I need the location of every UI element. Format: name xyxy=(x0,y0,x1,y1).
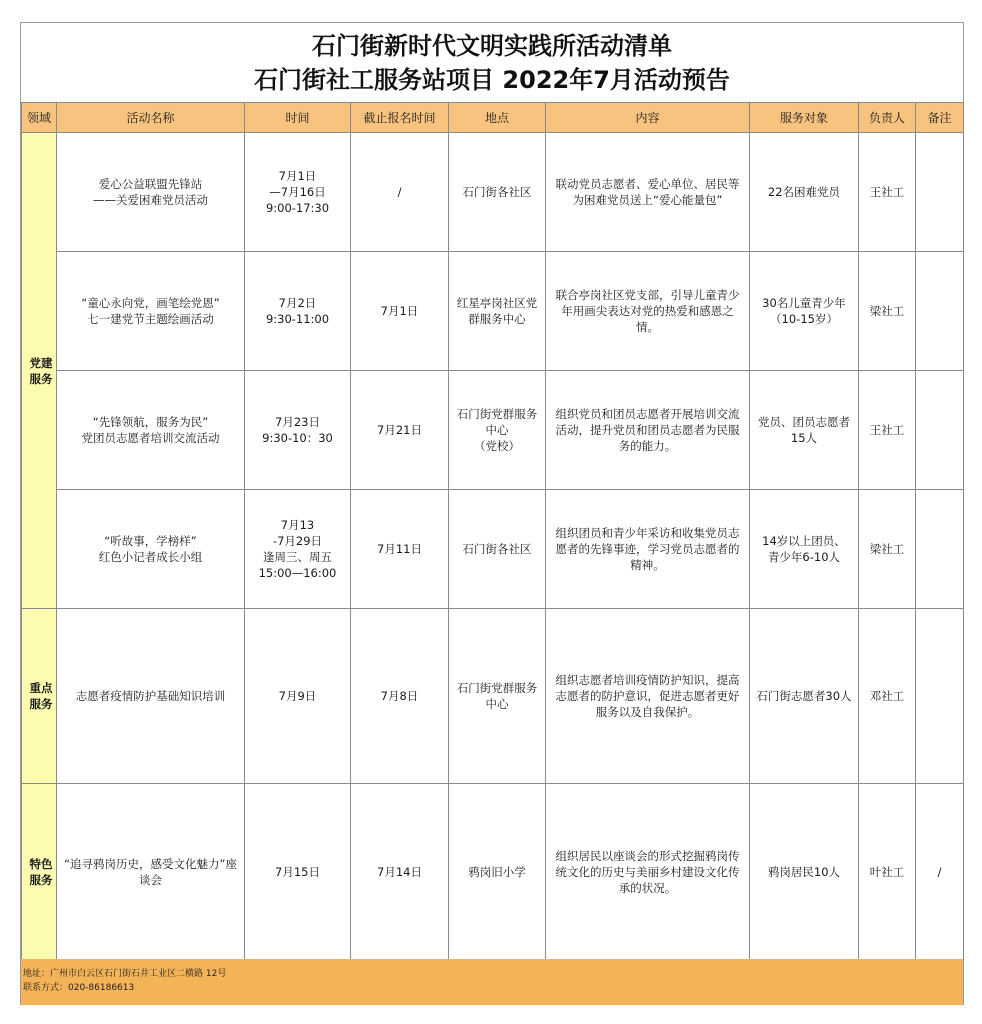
activity-note xyxy=(916,133,964,252)
activity-target: 党员、团员志愿者15人 xyxy=(750,371,859,490)
header-owner: 负责人 xyxy=(859,103,916,133)
activity-time: 7月15日 xyxy=(245,784,351,960)
header-note: 备注 xyxy=(916,103,964,133)
footer xyxy=(21,959,963,1005)
domain-key: 重点服务 xyxy=(22,609,57,784)
activity-table xyxy=(21,102,964,960)
activity-place: 鸦岗旧小学 xyxy=(449,784,546,960)
activity-sheet xyxy=(20,22,964,1005)
header-place: 地点 xyxy=(449,103,546,133)
activity-deadline: 7月11日 xyxy=(351,490,449,609)
domain-party: 党建服务 xyxy=(22,133,57,609)
activity-place: 红星亭岗社区党群服务中心 xyxy=(449,252,546,371)
activity-place: 石门街各社区 xyxy=(449,133,546,252)
activity-content: 联合亭岗社区党支部，引导儿童青少年用画尖表达对党的热爱和感恩之情。 xyxy=(546,252,750,371)
activity-content: 组织居民以座谈会的形式挖掘鸦岗传统文化的历史与美丽乡村建设文化传承的状况。 xyxy=(546,784,750,960)
activity-name: “追寻鸦岗历史，感受文化魅力”座谈会 xyxy=(57,784,245,960)
activity-note xyxy=(916,609,964,784)
activity-deadline: 7月21日 xyxy=(351,371,449,490)
activity-content: 联动党员志愿者、爱心单位、居民等为困难党员送上“爱心能量包” xyxy=(546,133,750,252)
activity-name: “听故事，学榜样” 红色小记者成长小组 xyxy=(57,490,245,609)
activity-note: / xyxy=(916,784,964,960)
activity-name: 爱心公益联盟先锋站 ——关爱困难党员活动 xyxy=(57,133,245,252)
header-deadline: 截止报名时间 xyxy=(351,103,449,133)
activity-target: 石门街志愿者30人 xyxy=(750,609,859,784)
activity-place: 石门街党群服务中心 xyxy=(449,609,546,784)
title-sub: 石门街社工服务站项目 2022年7月活动预告 xyxy=(254,66,730,94)
table-row xyxy=(22,371,964,490)
activity-name: “童心永向党，画笔绘党恩” 七一建党节主题绘画活动 xyxy=(57,252,245,371)
header-target: 服务对象 xyxy=(750,103,859,133)
activity-target: 鸦岗居民10人 xyxy=(750,784,859,960)
domain-feature: 特色服务 xyxy=(22,784,57,960)
activity-deadline: 7月1日 xyxy=(351,252,449,371)
footer-address: 地址：广州市白云区石门街石井工业区二横路 12号 xyxy=(23,969,227,979)
activity-owner: 王社工 xyxy=(859,371,916,490)
activity-owner: 梁社工 xyxy=(859,490,916,609)
activity-name: “先锋领航，服务为民” 党团员志愿者培训交流活动 xyxy=(57,371,245,490)
activity-deadline: 7月8日 xyxy=(351,609,449,784)
title-block xyxy=(21,23,963,101)
title-main: 石门街新时代文明实践所活动清单 xyxy=(312,32,672,60)
activity-time: 7月9日 xyxy=(245,609,351,784)
header-row xyxy=(22,103,964,133)
activity-content: 组织团员和青少年采访和收集党员志愿者的先锋事迹，学习党员志愿者的精神。 xyxy=(546,490,750,609)
activity-content: 组织志愿者培训疫情防护知识，提高志愿者的防护意识，促进志愿者更好服务以及自我保护。 xyxy=(546,609,750,784)
activity-target: 14岁以上团员、 青少年6-10人 xyxy=(750,490,859,609)
activity-note xyxy=(916,371,964,490)
activity-owner: 叶社工 xyxy=(859,784,916,960)
table-row xyxy=(22,133,964,252)
activity-content: 组织党员和团员志愿者开展培训交流活动，提升党员和团员志愿者为民服务的能力。 xyxy=(546,371,750,490)
table-row xyxy=(22,784,964,960)
header-content: 内容 xyxy=(546,103,750,133)
header-time: 时间 xyxy=(245,103,351,133)
activity-note xyxy=(916,490,964,609)
activity-place: 石门街各社区 xyxy=(449,490,546,609)
footer-contact: 联系方式：020-86186613 xyxy=(23,983,135,993)
activity-owner: 邓社工 xyxy=(859,609,916,784)
activity-target: 30名儿童青少年 （10-15岁） xyxy=(750,252,859,371)
activity-time: 7月13 -7月29日 逢周三、周五 15:00—16:00 xyxy=(245,490,351,609)
header-name: 活动名称 xyxy=(57,103,245,133)
table-row xyxy=(22,609,964,784)
activity-owner: 王社工 xyxy=(859,133,916,252)
activity-place: 石门街党群服务中心 （党校） xyxy=(449,371,546,490)
activity-note xyxy=(916,252,964,371)
table-row xyxy=(22,490,964,609)
activity-deadline: / xyxy=(351,133,449,252)
table-row xyxy=(22,252,964,371)
activity-time: 7月2日 9:30-11:00 xyxy=(245,252,351,371)
activity-target: 22名困难党员 xyxy=(750,133,859,252)
activity-deadline: 7月14日 xyxy=(351,784,449,960)
activity-time: 7月23日 9:30-10：30 xyxy=(245,371,351,490)
activity-time: 7月1日 —7月16日 9:00-17:30 xyxy=(245,133,351,252)
activity-owner: 梁社工 xyxy=(859,252,916,371)
header-domain: 领域 xyxy=(22,103,57,133)
activity-name: 志愿者疫情防护基础知识培训 xyxy=(57,609,245,784)
